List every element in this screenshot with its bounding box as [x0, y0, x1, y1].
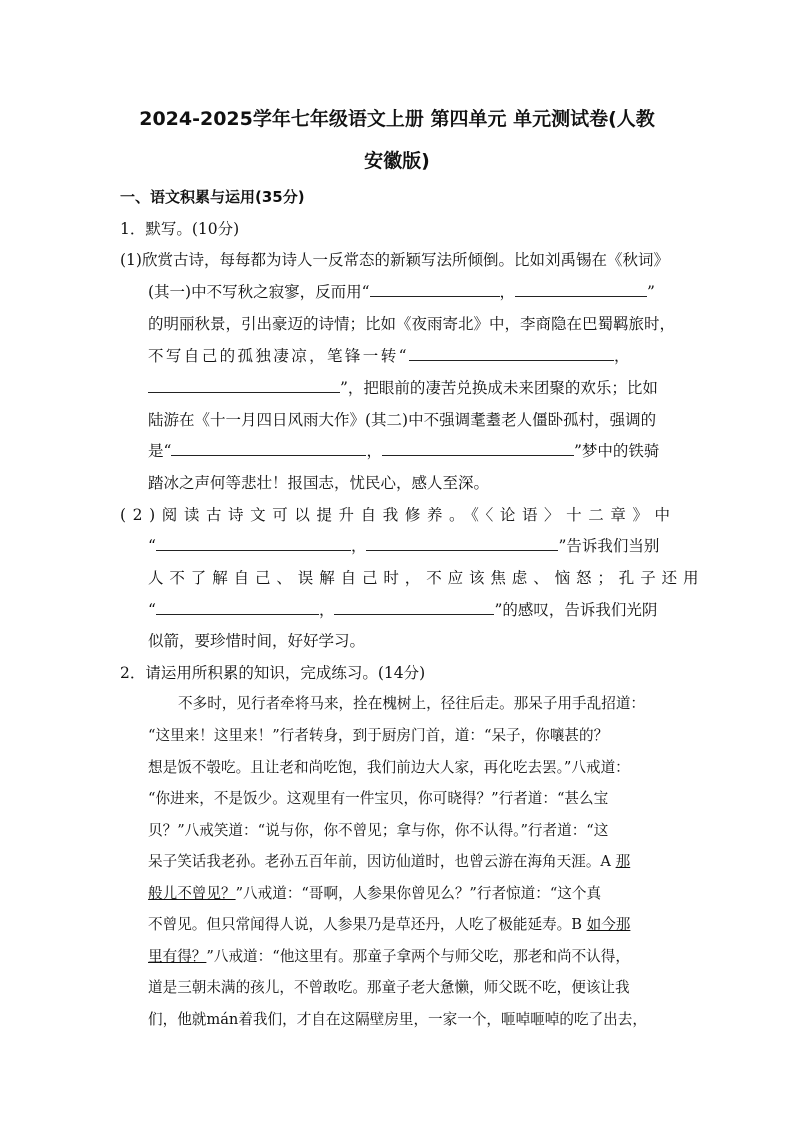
q1-part1-line6: 陆游在《十一月四日风雨大作》(其二)中不强调耄耋老人僵卧孤村，强调的: [148, 411, 657, 429]
answer-blank[interactable]: [148, 377, 340, 393]
page-title-line-2: 安徽版): [364, 150, 430, 172]
text-run: ”: [647, 283, 655, 301]
q1-part1-line1: [120, 248, 669, 270]
passage-line: 们，他就mán着我们，才自在这隔壁房里，一家一个，咂啅咂啅的吃了出去，: [148, 1011, 647, 1028]
question-1-heading: 1．默写。(10分): [120, 220, 240, 238]
q1-part2-line2: [148, 534, 659, 556]
passage-line: [148, 913, 630, 934]
q1-part2-line1: (2)阅读古诗文可以提升自我修养。《〈论语〉十二章》中: [120, 506, 677, 524]
q1-part1-line3: 的明丽秋景，引出豪迈的诗情；比如《夜雨寄北》中，李商隐在巴蜀羁旅时，: [148, 315, 676, 333]
passage-line: “这里来！这里来！”行者转身，到于厨房门首，道：“呆子，你嚷甚的？: [148, 727, 609, 744]
passage-line: 想是饭不彀吃。且让老和尚吃饱，我们前边大人家，再化吃去罢。”八戒道：: [148, 759, 630, 776]
text-run: ，: [366, 442, 382, 460]
answer-blank[interactable]: [382, 440, 574, 456]
text-run: 不写自己的孤独凄凉，笔锋一转“: [148, 347, 409, 365]
passage-line: [148, 945, 630, 966]
q1-part1-line2: [148, 280, 655, 302]
question-2-heading: 2．请运用所积累的知识，完成练习。(14分): [120, 664, 426, 682]
section-heading: 一、语文积累与运用(35分): [120, 188, 305, 206]
answer-blank[interactable]: [171, 440, 366, 456]
page-title-line-1: 2024-2025学年七年级语文上册 第四单元 单元测试卷(人教: [139, 108, 655, 130]
text-run: “: [148, 601, 156, 619]
passage-line: 不多时，见行者牵将马来，拴在槐树上，径往后走。那呆子用手乱招道：: [178, 695, 646, 712]
text-run: 不曾见。但只常闻得人说，人参果乃是草还丹，人吃了极能延寿。B: [148, 916, 587, 933]
text-run: ，: [499, 283, 516, 301]
text-run: ”梦中的铁骑: [573, 442, 660, 460]
text-run: “: [148, 537, 156, 555]
answer-blank[interactable]: [409, 345, 614, 361]
q1-part1-line4: [148, 344, 632, 366]
q1-part2-line3: 人不了解自己、误解自己时，不应该焦虑、恼怒；孔子还用: [148, 569, 705, 587]
text-run: ”八戒道：“哥啊，人参果你曾见么？”行者惊道：“这个真: [235, 885, 602, 902]
answer-blank[interactable]: [334, 599, 494, 615]
passage-line: [148, 882, 601, 903]
text-run: ”的感叹，告诉我们光阴: [494, 601, 658, 619]
text-run: ”八戒道：“他这里有。那童子拿两个与师父吃，那老和尚不认得，: [206, 948, 630, 965]
answer-blank[interactable]: [156, 535, 351, 551]
underlined-sentence-A: 般儿不曾见？: [148, 885, 236, 902]
answer-blank[interactable]: [156, 599, 319, 615]
passage-line: 贝？”八戒笑道：“说与你，你不曾见；拿与你，你不认得。”行者道：“这: [148, 822, 609, 839]
underlined-sentence-A: 那: [615, 853, 631, 870]
text-run: ，: [613, 347, 632, 365]
answer-blank[interactable]: [515, 281, 647, 297]
answer-blank[interactable]: [366, 535, 558, 551]
underlined-sentence-B: 里有得？: [148, 948, 207, 965]
passage-line: 道是三朝未满的孩儿，不曾敢吃。那童子老大惫懒，师父既不吃，便该让我: [148, 979, 630, 996]
text-run: ”告诉我们当别: [558, 537, 660, 555]
text-run: (其一)中不写秋之寂寥，反而用“: [148, 283, 370, 301]
q1-part1-line7: [148, 439, 659, 461]
text-run: ”，把眼前的凄苦兑换成未来团聚的欢乐；比如: [340, 379, 658, 397]
text-run: ，: [350, 537, 367, 555]
q1-part2-line5: 似箭，要珍惜时间，好好学习。: [148, 632, 366, 650]
text-run: (1)欣赏古诗，每每都为诗人一反常态的新颖写法所倾倒。比如刘禹锡在《秋词》: [120, 251, 669, 269]
underlined-sentence-B: 如今那: [586, 916, 631, 933]
text-run: ，: [318, 601, 335, 619]
passage-line: [148, 850, 630, 871]
q1-part1-line5: [148, 376, 658, 398]
passage-line: “你进来，不是饭少。这观里有一件宝贝，你可晓得？”行者道：“甚么宝: [148, 790, 609, 807]
text-run: 呆子笑话我老孙。老孙五百年前，因访仙道时，也曾云游在海角天涯。A: [148, 853, 616, 870]
text-run: 是“: [148, 442, 172, 460]
answer-blank[interactable]: [370, 281, 500, 297]
q1-part2-line4: [148, 598, 657, 620]
q1-part1-line8: 踏冰之声何等悲壮！报国志，忧民心，感人至深。: [148, 474, 490, 492]
